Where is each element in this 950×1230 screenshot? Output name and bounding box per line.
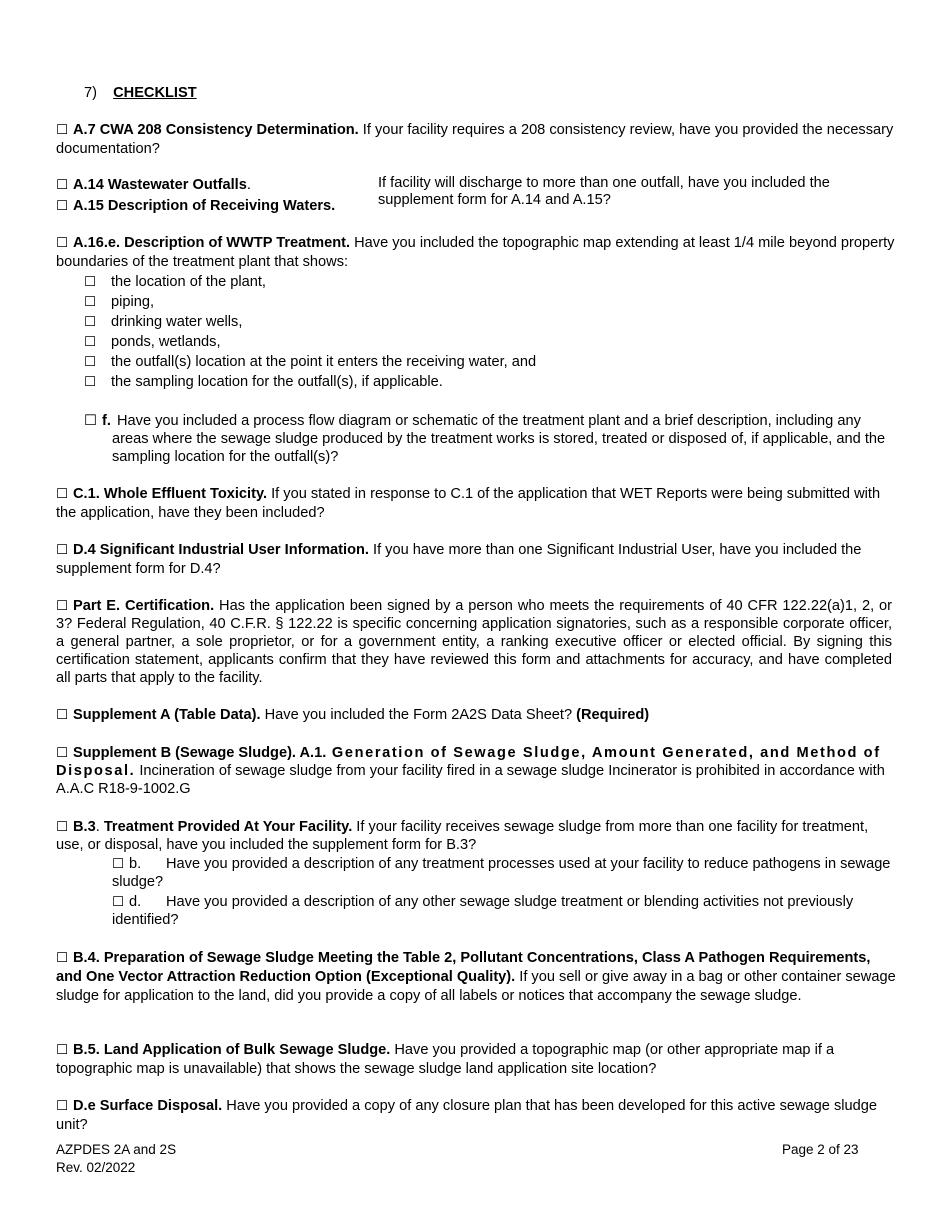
checkbox-icon[interactable]: ☐ [84, 274, 97, 290]
sub-checklist-item [84, 373, 443, 392]
sub-checklist-item [84, 293, 155, 312]
section-heading [84, 84, 197, 103]
item-text: If you have more than one Significant Industrial User, have you included the supplement form for D.4? [56, 542, 862, 577]
sub-item-text: Have you provided a description of any treatment processes used at your facility to reduce pathogens in sewage sludge? [112, 856, 891, 890]
footer-revision: Rev. 02/2022 [56, 1160, 136, 1175]
checklist-item-b4 [56, 949, 898, 1006]
item-text: If you sell or give away in a bag or other container sewage sludge for application to the land, did you provide a copy of all labels or notices that accompany the sewage sludge. [56, 969, 896, 1004]
sub-item-letter: d. [129, 894, 142, 910]
checkbox-icon[interactable]: ☐ [56, 598, 69, 614]
sub-checklist-item [84, 313, 243, 332]
item-text: Have you included the Form 2A2S Data Sheet? [260, 707, 577, 723]
checklist-item-a16e [56, 234, 898, 272]
checkbox-icon[interactable]: ☐ [56, 486, 69, 502]
b3-sub-item-d [112, 893, 894, 929]
checklist-item-supplement-a [56, 706, 898, 725]
item-label: Supplement B (Sewage Sludge). A.1. [73, 745, 327, 761]
checkbox-icon[interactable]: ☐ [56, 122, 69, 138]
checkbox-icon[interactable]: ☐ [56, 1098, 69, 1114]
checkbox-icon[interactable]: ☐ [56, 235, 69, 251]
item-label: D.4 Significant Industrial User Information. [73, 542, 369, 558]
sub-item-text: ponds, wetlands, [111, 334, 221, 350]
item-text: Has the application been signed by a person who meets the requirements of 40 CFR 122.22(a)1, 2, or 3? Federal Regulation, 40 C.F.R. § 122.22 is specific concerning application signatories, such as a responsible corporate officer, a general partner, a sole proprietor, or for a government entity, a ranking executive officer or elected official. By signing this certification statement, applicants confirm that they have reviewed this form and attachments for accuracy, and have completed all parts that apply to the facility. [56, 598, 892, 686]
checklist-item-de [56, 1097, 898, 1135]
item-label: Supplement A (Table Data). [73, 707, 261, 723]
f-text: Have you included a process flow diagram or schematic of the treatment plant and a brief description, including any areas where the sewage sludge produced by the treatment works is stored, treated or disposed of, if applicable, and the sampling location for the outfall(s)? [112, 413, 886, 465]
item-label: B.4. Preparation of Sewage Sludge Meeting the Table 2, Pollutant Concentrations, Class A Pathogen Requirements, and One Vector Attraction Reduction Option (Exceptional Quality). [56, 950, 871, 985]
item-text: Have you provided a topographic map (or other appropriate map if a topographic map is unavailable) that shows the sewage sludge land application site location? [56, 1042, 835, 1077]
section-number: 7) [84, 85, 97, 101]
sub-checklist-item [84, 273, 266, 292]
item-label: B.3 [73, 819, 96, 835]
sub-checklist-item [84, 333, 221, 352]
checkbox-icon[interactable]: ☐ [56, 1042, 69, 1058]
sub-item-letter: b. [129, 856, 142, 872]
item-text: If your facility receives sewage sludge from more than one facility for treatment, use, or disposal, have you included the supplement form for B.3? [56, 819, 869, 853]
checkbox-icon[interactable]: ☐ [56, 542, 69, 558]
checklist-item-a7 [56, 121, 898, 159]
item-period: . [246, 177, 251, 193]
b3-sub-item-b [112, 855, 892, 891]
checkbox-icon[interactable]: ☐ [84, 374, 97, 390]
checkbox-icon[interactable]: ☐ [84, 413, 98, 429]
checkbox-icon[interactable]: ☐ [56, 819, 69, 835]
checklist-item-part-e [56, 597, 892, 687]
checkbox-icon[interactable]: ☐ [56, 177, 69, 193]
item-text: Incineration of sewage sludge from your facility fired in a sewage sludge Incinerator is prohibited in accordance with A.A.C R18-9-1002.G [56, 763, 885, 797]
item-text: If you stated in response to C.1 of the application that WET Reports were being submitted with the application, have they been included? [56, 486, 881, 521]
footer-page-number: Page 2 of 23 [782, 1142, 859, 1157]
item-label-spaced: Generation of Sewage Sludge, Amount Generated, and Method of [326, 745, 881, 761]
item-label: C.1. Whole Effluent Toxicity. [73, 486, 268, 502]
checkbox-icon[interactable]: ☐ [56, 707, 69, 723]
a14-a15-description: If facility will discharge to more than one outfall, have you included the supplement form for A.14 and A.15? [378, 175, 830, 208]
item-sep: . [95, 819, 104, 835]
sub-item-text: the outfall(s) location at the point it enters the receiving water, and [111, 354, 537, 370]
item-text: Have you included the topographic map extending at least 1/4 mile beyond property boundaries of the treatment plant that shows: [56, 235, 895, 270]
item-label: A.15 Description of Receiving Waters. [73, 198, 336, 214]
item-text: Have you provided a copy of any closure plan that has been developed for this active sewage sludge unit? [56, 1098, 877, 1133]
sub-item-text: Have you provided a description of any other sewage sludge treatment or blending activities not previously identified? [112, 894, 854, 928]
f-label: f. [102, 413, 111, 429]
item-label-spaced: Disposal. [56, 763, 136, 779]
checklist-item-d4 [56, 541, 898, 579]
checkbox-icon[interactable]: ☐ [112, 894, 125, 910]
checklist-item-b5 [56, 1041, 898, 1079]
sub-item-text: the location of the plant, [111, 274, 266, 290]
checkbox-icon[interactable]: ☐ [84, 354, 97, 370]
sub-checklist-item [84, 353, 537, 372]
checkbox-icon[interactable]: ☐ [56, 198, 69, 214]
checklist-item-supplement-b [56, 744, 898, 798]
checklist-item-a15 [56, 197, 335, 216]
checklist-item-c1 [56, 485, 898, 523]
checkbox-icon[interactable]: ☐ [112, 856, 125, 872]
checkbox-icon[interactable]: ☐ [84, 334, 97, 350]
required-label: (Required) [576, 707, 650, 723]
item-label: B.5. Land Application of Bulk Sewage Sludge. [73, 1042, 391, 1058]
checkbox-icon[interactable]: ☐ [84, 314, 97, 330]
item-label: A.14 Wastewater Outfalls [73, 177, 247, 193]
sub-item-text: drinking water wells, [111, 314, 243, 330]
section-title: CHECKLIST [113, 85, 197, 101]
item-text: If your facility requires a 208 consistency review, have you provided the necessary documentation? [56, 122, 894, 157]
sub-item-text: piping, [111, 294, 155, 310]
item-label: D.e Surface Disposal. [73, 1098, 223, 1114]
checkbox-icon[interactable]: ☐ [84, 294, 97, 310]
document-page [56, 0, 898, 1230]
item-label: A.7 CWA 208 Consistency Determination. [73, 122, 359, 138]
checkbox-icon[interactable]: ☐ [56, 950, 69, 966]
item-label: Part E. Certification. [73, 598, 215, 614]
sub-item-text: the sampling location for the outfall(s), if applicable. [111, 374, 443, 390]
checklist-item-a14 [56, 176, 251, 195]
checklist-item-b3 [56, 818, 898, 854]
checkbox-icon[interactable]: ☐ [56, 745, 69, 761]
footer-form-id: AZPDES 2A and 2S [56, 1142, 177, 1157]
item-label: Treatment Provided At Your Facility. [103, 819, 353, 835]
item-label: A.16.e. Description of WWTP Treatment. [73, 235, 351, 251]
